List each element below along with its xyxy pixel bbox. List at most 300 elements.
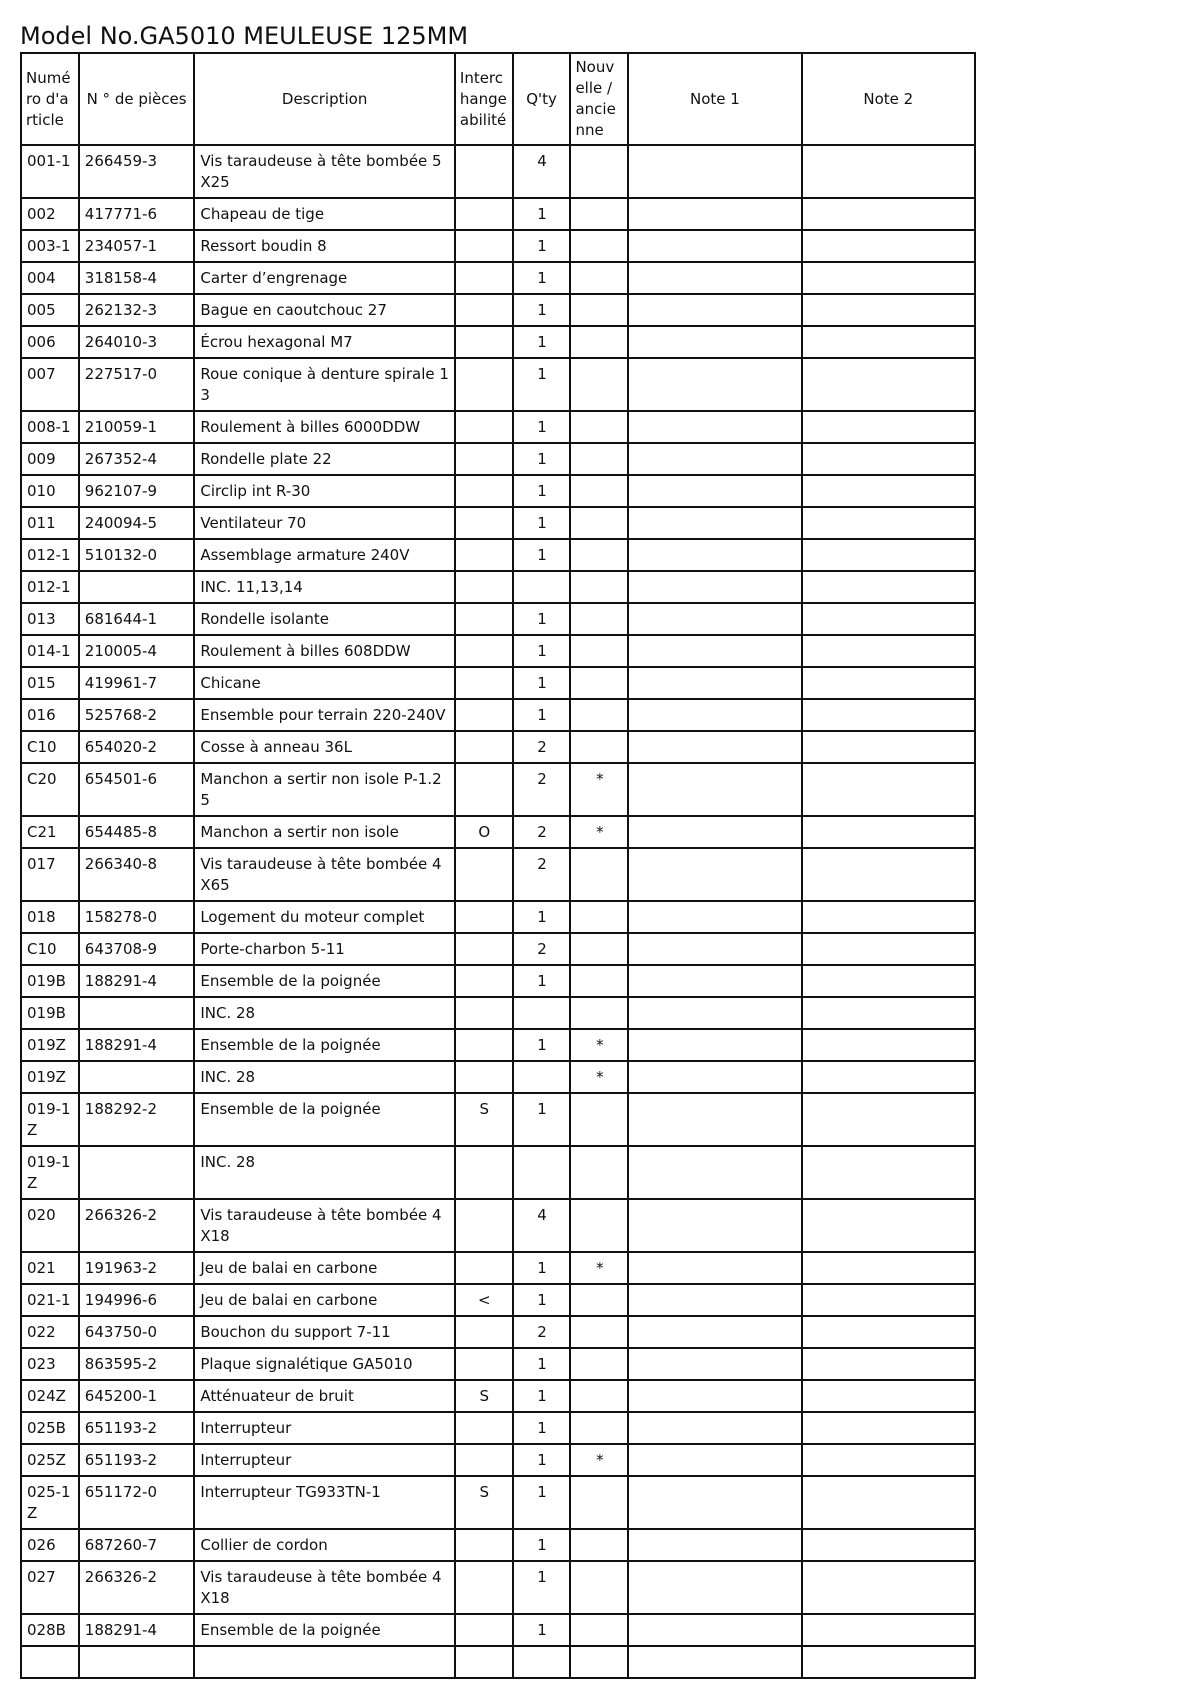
- note2-cell: [802, 603, 975, 635]
- part-no-cell: 643708-9: [79, 933, 195, 965]
- new-old-cell: *: [570, 1061, 628, 1093]
- interchangeability-cell: S: [455, 1093, 513, 1146]
- table-row: [21, 1284, 975, 1316]
- interchangeability-cell: [455, 326, 513, 358]
- table-row: [21, 1646, 975, 1678]
- description-cell: Écrou hexagonal M7: [194, 326, 455, 358]
- interchangeability-cell: [455, 933, 513, 965]
- note1-cell: [628, 358, 801, 411]
- item-no-cell: 007: [21, 358, 79, 411]
- part-no-cell: 962107-9: [79, 475, 195, 507]
- note1-cell: [628, 1029, 801, 1061]
- part-no-cell: [79, 1061, 195, 1093]
- interchangeability-cell: O: [455, 816, 513, 848]
- qty-cell: 1: [513, 603, 571, 635]
- new-old-cell: [570, 571, 628, 603]
- note1-cell: [628, 1444, 801, 1476]
- header-note2: Note 2: [802, 53, 975, 145]
- item-no-cell: 026: [21, 1529, 79, 1561]
- interchangeability-cell: [455, 539, 513, 571]
- note1-cell: [628, 475, 801, 507]
- qty-cell: 1: [513, 1380, 571, 1412]
- note2-cell: [802, 1412, 975, 1444]
- item-no-cell: 028B: [21, 1614, 79, 1646]
- new-old-cell: [570, 1380, 628, 1412]
- new-old-cell: [570, 1316, 628, 1348]
- note2-cell: [802, 571, 975, 603]
- qty-cell: 1: [513, 539, 571, 571]
- qty-cell: 1: [513, 358, 571, 411]
- note2-cell: [802, 1614, 975, 1646]
- qty-cell: 2: [513, 933, 571, 965]
- note1-cell: [628, 1380, 801, 1412]
- qty-cell: [513, 1146, 571, 1199]
- qty-cell: [513, 571, 571, 603]
- table-row: [21, 1529, 975, 1561]
- description-cell: Jeu de balai en carbone: [194, 1252, 455, 1284]
- new-old-cell: [570, 1146, 628, 1199]
- table-row: [21, 1316, 975, 1348]
- note2-cell: [802, 1444, 975, 1476]
- note2-cell: [802, 1529, 975, 1561]
- item-no-cell: C21: [21, 816, 79, 848]
- new-old-cell: *: [570, 1444, 628, 1476]
- new-old-cell: [570, 1199, 628, 1252]
- part-no-cell: 645200-1: [79, 1380, 195, 1412]
- qty-cell: 1: [513, 294, 571, 326]
- item-no-cell: 017: [21, 848, 79, 901]
- item-no-cell: 019-1Z: [21, 1146, 79, 1199]
- note2-cell: [802, 731, 975, 763]
- note1-cell: [628, 848, 801, 901]
- note2-cell: [802, 326, 975, 358]
- note1-cell: [628, 635, 801, 667]
- item-no-cell: 002: [21, 198, 79, 230]
- new-old-cell: *: [570, 816, 628, 848]
- description-cell: Cosse à anneau 36L: [194, 731, 455, 763]
- table-row: [21, 443, 975, 475]
- interchangeability-cell: [455, 1529, 513, 1561]
- description-cell: Ensemble de la poignée: [194, 1614, 455, 1646]
- description-cell: Roulement à billes 608DDW: [194, 635, 455, 667]
- qty-cell: 1: [513, 1444, 571, 1476]
- new-old-cell: [570, 145, 628, 198]
- interchangeability-cell: [455, 1316, 513, 1348]
- table-row: [21, 1146, 975, 1199]
- interchangeability-cell: [455, 997, 513, 1029]
- header-item-no: Numéro d'article: [21, 53, 79, 145]
- part-no-cell: 687260-7: [79, 1529, 195, 1561]
- item-no-cell: 019-1Z: [21, 1093, 79, 1146]
- note2-cell: [802, 539, 975, 571]
- table-row: [21, 326, 975, 358]
- new-old-cell: [570, 1646, 628, 1678]
- description-cell: Interrupteur: [194, 1412, 455, 1444]
- item-no-cell: C10: [21, 731, 79, 763]
- table-row: [21, 1444, 975, 1476]
- note2-cell: [802, 965, 975, 997]
- new-old-cell: [570, 411, 628, 443]
- item-no-cell: 003-1: [21, 230, 79, 262]
- description-cell: Logement du moteur complet: [194, 901, 455, 933]
- part-no-cell: 188292-2: [79, 1093, 195, 1146]
- qty-cell: [513, 1061, 571, 1093]
- description-cell: Ensemble de la poignée: [194, 1029, 455, 1061]
- description-cell: Collier de cordon: [194, 1529, 455, 1561]
- qty-cell: 1: [513, 1093, 571, 1146]
- new-old-cell: [570, 635, 628, 667]
- interchangeability-cell: [455, 1199, 513, 1252]
- note2-cell: [802, 635, 975, 667]
- note1-cell: [628, 1316, 801, 1348]
- header-new-old: Nouvelle / ancienne: [570, 53, 628, 145]
- qty-cell: 1: [513, 507, 571, 539]
- note1-cell: [628, 1093, 801, 1146]
- item-no-cell: 019B: [21, 997, 79, 1029]
- part-no-cell: 264010-3: [79, 326, 195, 358]
- qty-cell: 1: [513, 901, 571, 933]
- qty-cell: 1: [513, 1029, 571, 1061]
- new-old-cell: [570, 358, 628, 411]
- note2-cell: [802, 933, 975, 965]
- new-old-cell: [570, 1614, 628, 1646]
- qty-cell: 1: [513, 443, 571, 475]
- qty-cell: [513, 997, 571, 1029]
- item-no-cell: 023: [21, 1348, 79, 1380]
- new-old-cell: [570, 667, 628, 699]
- interchangeability-cell: [455, 294, 513, 326]
- description-cell: Bouchon du support 7-11: [194, 1316, 455, 1348]
- table-row: [21, 1252, 975, 1284]
- new-old-cell: [570, 901, 628, 933]
- new-old-cell: [570, 443, 628, 475]
- description-cell: Plaque signalétique GA5010: [194, 1348, 455, 1380]
- item-no-cell: 021-1: [21, 1284, 79, 1316]
- part-no-cell: 643750-0: [79, 1316, 195, 1348]
- description-cell: Interrupteur TG933TN-1: [194, 1476, 455, 1529]
- header-part-no: N ° de pièces: [79, 53, 195, 145]
- part-no-cell: 188291-4: [79, 965, 195, 997]
- table-row: [21, 507, 975, 539]
- new-old-cell: [570, 198, 628, 230]
- note2-cell: [802, 1093, 975, 1146]
- item-no-cell: 027: [21, 1561, 79, 1614]
- new-old-cell: [570, 475, 628, 507]
- item-no-cell: 012-1: [21, 571, 79, 603]
- interchangeability-cell: [455, 571, 513, 603]
- table-row: [21, 635, 975, 667]
- table-header-row: [21, 53, 975, 145]
- description-cell: Chapeau de tige: [194, 198, 455, 230]
- new-old-cell: [570, 997, 628, 1029]
- new-old-cell: [570, 1561, 628, 1614]
- note1-cell: [628, 1476, 801, 1529]
- description-cell: Assemblage armature 240V: [194, 539, 455, 571]
- interchangeability-cell: S: [455, 1476, 513, 1529]
- table-row: [21, 901, 975, 933]
- part-no-cell: 158278-0: [79, 901, 195, 933]
- description-cell: Vis taraudeuse à tête bombée 5X25: [194, 145, 455, 198]
- item-no-cell: 025-1Z: [21, 1476, 79, 1529]
- interchangeability-cell: [455, 667, 513, 699]
- interchangeability-cell: [455, 1252, 513, 1284]
- interchangeability-cell: [455, 358, 513, 411]
- table-row: [21, 731, 975, 763]
- note2-cell: [802, 507, 975, 539]
- interchangeability-cell: <: [455, 1284, 513, 1316]
- interchangeability-cell: [455, 443, 513, 475]
- interchangeability-cell: [455, 763, 513, 816]
- interchangeability-cell: [455, 198, 513, 230]
- qty-cell: 1: [513, 667, 571, 699]
- interchangeability-cell: [455, 699, 513, 731]
- item-no-cell: 022: [21, 1316, 79, 1348]
- note1-cell: [628, 1199, 801, 1252]
- new-old-cell: [570, 933, 628, 965]
- qty-cell: [513, 1646, 571, 1678]
- interchangeability-cell: [455, 1412, 513, 1444]
- part-no-cell: 863595-2: [79, 1348, 195, 1380]
- note1-cell: [628, 603, 801, 635]
- new-old-cell: [570, 1529, 628, 1561]
- note2-cell: [802, 1199, 975, 1252]
- note1-cell: [628, 443, 801, 475]
- description-cell: Rondelle isolante: [194, 603, 455, 635]
- interchangeability-cell: [455, 507, 513, 539]
- table-row: [21, 198, 975, 230]
- note1-cell: [628, 667, 801, 699]
- part-no-cell: 419961-7: [79, 667, 195, 699]
- qty-cell: 1: [513, 1412, 571, 1444]
- table-row: [21, 763, 975, 816]
- note1-cell: [628, 1646, 801, 1678]
- item-no-cell: 010: [21, 475, 79, 507]
- table-row: [21, 1029, 975, 1061]
- interchangeability-cell: [455, 262, 513, 294]
- qty-cell: 1: [513, 411, 571, 443]
- note1-cell: [628, 507, 801, 539]
- qty-cell: 1: [513, 1476, 571, 1529]
- note1-cell: [628, 326, 801, 358]
- part-no-cell: 191963-2: [79, 1252, 195, 1284]
- interchangeability-cell: [455, 1146, 513, 1199]
- interchangeability-cell: [455, 1646, 513, 1678]
- description-cell: Vis taraudeuse à tête bombée 4X18: [194, 1561, 455, 1614]
- table-row: [21, 1614, 975, 1646]
- description-cell: Chicane: [194, 667, 455, 699]
- interchangeability-cell: [455, 901, 513, 933]
- qty-cell: 1: [513, 230, 571, 262]
- note1-cell: [628, 1146, 801, 1199]
- description-cell: Roulement à billes 6000DDW: [194, 411, 455, 443]
- item-no-cell: 015: [21, 667, 79, 699]
- item-no-cell: 019Z: [21, 1061, 79, 1093]
- note1-cell: [628, 763, 801, 816]
- part-no-cell: 654020-2: [79, 731, 195, 763]
- qty-cell: 1: [513, 699, 571, 731]
- note2-cell: [802, 848, 975, 901]
- part-no-cell: 510132-0: [79, 539, 195, 571]
- part-no-cell: 262132-3: [79, 294, 195, 326]
- part-no-cell: 651172-0: [79, 1476, 195, 1529]
- part-no-cell: 227517-0: [79, 358, 195, 411]
- description-cell: Manchon a sertir non isole: [194, 816, 455, 848]
- item-no-cell: 011: [21, 507, 79, 539]
- qty-cell: 1: [513, 326, 571, 358]
- part-no-cell: 266326-2: [79, 1199, 195, 1252]
- note1-cell: [628, 699, 801, 731]
- part-no-cell: 651193-2: [79, 1444, 195, 1476]
- item-no-cell: 009: [21, 443, 79, 475]
- qty-cell: 2: [513, 763, 571, 816]
- table-row: [21, 965, 975, 997]
- description-cell: Circlip int R-30: [194, 475, 455, 507]
- description-cell: INC. 28: [194, 1146, 455, 1199]
- note2-cell: [802, 1146, 975, 1199]
- description-cell: Porte-charbon 5-11: [194, 933, 455, 965]
- note1-cell: [628, 731, 801, 763]
- part-no-cell: 681644-1: [79, 603, 195, 635]
- part-no-cell: 210005-4: [79, 635, 195, 667]
- note1-cell: [628, 933, 801, 965]
- note1-cell: [628, 1348, 801, 1380]
- item-no-cell: 012-1: [21, 539, 79, 571]
- note2-cell: [802, 145, 975, 198]
- part-no-cell: 654501-6: [79, 763, 195, 816]
- item-no-cell: 006: [21, 326, 79, 358]
- description-cell: Roue conique à denture spirale 13: [194, 358, 455, 411]
- new-old-cell: *: [570, 763, 628, 816]
- note2-cell: [802, 443, 975, 475]
- qty-cell: 1: [513, 965, 571, 997]
- header-qty: Q'ty: [513, 53, 571, 145]
- item-no-cell: 004: [21, 262, 79, 294]
- note1-cell: [628, 145, 801, 198]
- note2-cell: [802, 1316, 975, 1348]
- interchangeability-cell: [455, 1444, 513, 1476]
- note2-cell: [802, 294, 975, 326]
- new-old-cell: [570, 699, 628, 731]
- note1-cell: [628, 1561, 801, 1614]
- note1-cell: [628, 294, 801, 326]
- note1-cell: [628, 198, 801, 230]
- part-no-cell: 188291-4: [79, 1029, 195, 1061]
- note1-cell: [628, 1614, 801, 1646]
- qty-cell: 1: [513, 198, 571, 230]
- table-row: [21, 816, 975, 848]
- table-row: [21, 145, 975, 198]
- table-row: [21, 1380, 975, 1412]
- note1-cell: [628, 965, 801, 997]
- parts-table: [20, 52, 976, 1679]
- note1-cell: [628, 539, 801, 571]
- interchangeability-cell: [455, 635, 513, 667]
- note1-cell: [628, 1284, 801, 1316]
- table-row: [21, 475, 975, 507]
- table-row: [21, 1348, 975, 1380]
- description-cell: INC. 28: [194, 997, 455, 1029]
- description-cell: Manchon a sertir non isole P-1.25: [194, 763, 455, 816]
- part-no-cell: 318158-4: [79, 262, 195, 294]
- qty-cell: 1: [513, 1284, 571, 1316]
- table-row: [21, 262, 975, 294]
- qty-cell: 4: [513, 145, 571, 198]
- interchangeability-cell: [455, 1061, 513, 1093]
- header-description: Description: [194, 53, 455, 145]
- note2-cell: [802, 901, 975, 933]
- item-no-cell: 020: [21, 1199, 79, 1252]
- interchangeability-cell: [455, 1348, 513, 1380]
- header-note1: Note 1: [628, 53, 801, 145]
- note1-cell: [628, 1061, 801, 1093]
- description-cell: Ensemble de la poignée: [194, 965, 455, 997]
- interchangeability-cell: [455, 475, 513, 507]
- part-no-cell: 266340-8: [79, 848, 195, 901]
- table-row: [21, 1061, 975, 1093]
- qty-cell: 1: [513, 1561, 571, 1614]
- interchangeability-cell: S: [455, 1380, 513, 1412]
- note2-cell: [802, 1380, 975, 1412]
- interchangeability-cell: [455, 603, 513, 635]
- part-no-cell: 266326-2: [79, 1561, 195, 1614]
- note2-cell: [802, 411, 975, 443]
- note2-cell: [802, 262, 975, 294]
- item-no-cell: 016: [21, 699, 79, 731]
- new-old-cell: [570, 1348, 628, 1380]
- description-cell: Atténuateur de bruit: [194, 1380, 455, 1412]
- note2-cell: [802, 997, 975, 1029]
- description-cell: Ressort boudin 8: [194, 230, 455, 262]
- item-no-cell: 005: [21, 294, 79, 326]
- interchangeability-cell: [455, 230, 513, 262]
- description-cell: Ventilateur 70: [194, 507, 455, 539]
- part-no-cell: 525768-2: [79, 699, 195, 731]
- table-row: [21, 997, 975, 1029]
- description-cell: Ensemble pour terrain 220-240V: [194, 699, 455, 731]
- table-row: [21, 1412, 975, 1444]
- interchangeability-cell: [455, 848, 513, 901]
- qty-cell: 1: [513, 1252, 571, 1284]
- note1-cell: [628, 1529, 801, 1561]
- new-old-cell: [570, 294, 628, 326]
- new-old-cell: *: [570, 1252, 628, 1284]
- part-no-cell: 651193-2: [79, 1412, 195, 1444]
- item-no-cell: 019B: [21, 965, 79, 997]
- item-no-cell: 019Z: [21, 1029, 79, 1061]
- interchangeability-cell: [455, 731, 513, 763]
- note2-cell: [802, 1284, 975, 1316]
- qty-cell: 1: [513, 262, 571, 294]
- part-no-cell: [79, 571, 195, 603]
- new-old-cell: *: [570, 1029, 628, 1061]
- new-old-cell: [570, 507, 628, 539]
- part-no-cell: 234057-1: [79, 230, 195, 262]
- interchangeability-cell: [455, 1029, 513, 1061]
- part-no-cell: [79, 1646, 195, 1678]
- note1-cell: [628, 901, 801, 933]
- note2-cell: [802, 699, 975, 731]
- interchangeability-cell: [455, 965, 513, 997]
- table-row: [21, 603, 975, 635]
- note2-cell: [802, 1348, 975, 1380]
- part-no-cell: 267352-4: [79, 443, 195, 475]
- item-no-cell: [21, 1646, 79, 1678]
- description-cell: [194, 1646, 455, 1678]
- item-no-cell: 018: [21, 901, 79, 933]
- qty-cell: 4: [513, 1199, 571, 1252]
- item-no-cell: 021: [21, 1252, 79, 1284]
- note2-cell: [802, 1561, 975, 1614]
